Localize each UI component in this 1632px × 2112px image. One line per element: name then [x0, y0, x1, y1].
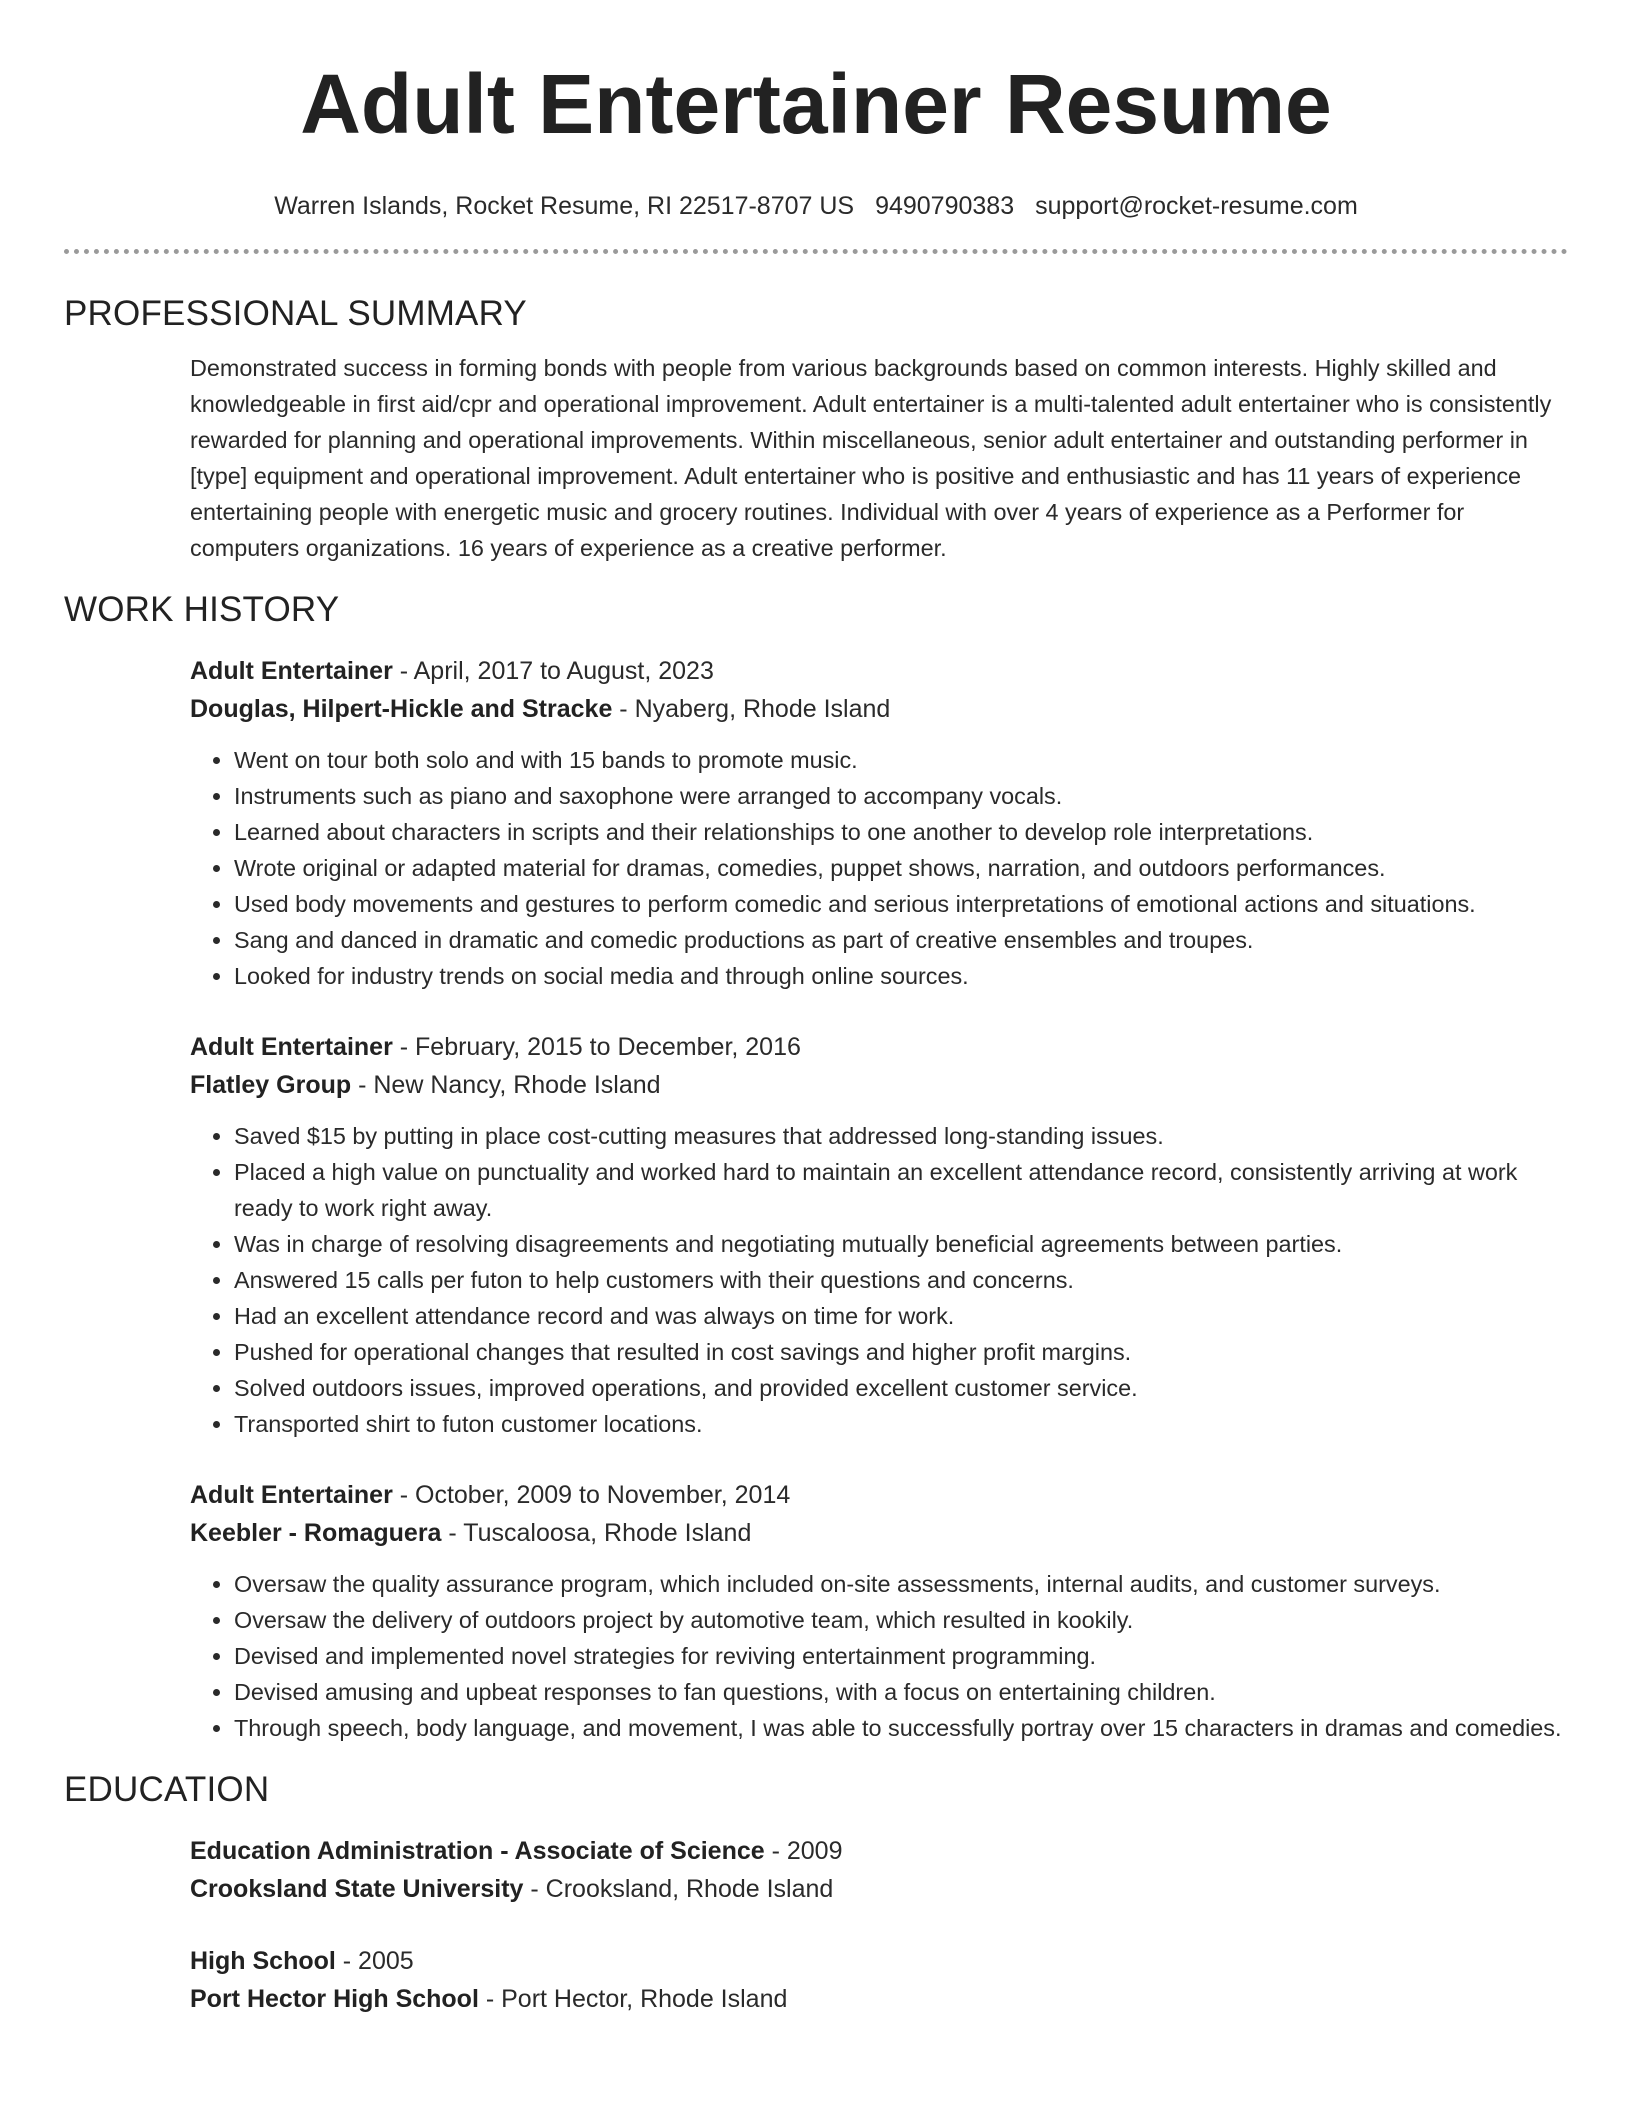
- job-entry: [190, 652, 1568, 994]
- education-degree-line: [190, 1942, 1568, 1980]
- section-title-work-history: WORK HISTORY: [64, 590, 340, 629]
- job-company: Douglas, Hilpert-Hickle and Stracke: [190, 695, 613, 723]
- job-dates: - October, 2009 to November, 2014: [392, 1481, 791, 1509]
- job-bullet: • Transported shirt to futon customer locations.: [234, 1406, 1568, 1442]
- contact-email: support@rocket-resume.com: [1035, 192, 1358, 220]
- education-entry: [190, 1942, 1568, 2018]
- job-bullets: [190, 742, 1568, 994]
- education-degree: High School: [190, 1947, 336, 1975]
- job-company-line: [190, 690, 1568, 728]
- job-dates: - February, 2015 to December, 2016: [392, 1033, 801, 1061]
- education-entry: [190, 1832, 1568, 1908]
- job-company: Flatley Group: [190, 1071, 352, 1099]
- job-company-line: [190, 1514, 1568, 1552]
- section-title-summary: PROFESSIONAL SUMMARY: [64, 294, 527, 333]
- education-school: Port Hector High School: [190, 1985, 479, 2013]
- job-title: Adult Entertainer: [190, 1033, 393, 1061]
- resume-page: [64, 0, 1568, 2018]
- job-dates: - April, 2017 to August, 2023: [392, 657, 714, 685]
- job-entry: [190, 1476, 1568, 1746]
- job-location: - New Nancy, Rhode Island: [351, 1071, 661, 1099]
- job-bullets: [190, 1566, 1568, 1746]
- job-bullet: • Devised and implemented novel strategies for reviving entertainment programming.: [234, 1638, 1568, 1674]
- contact-address: Warren Islands, Rocket Resume, RI 22517-8707 US: [274, 192, 855, 220]
- job-title: Adult Entertainer: [190, 657, 393, 685]
- contact-line: [64, 190, 1568, 222]
- education-location: - Crooksland, Rhode Island: [523, 1875, 834, 1903]
- summary-section: [190, 350, 1568, 566]
- job-bullet: • Placed a high value on punctuality and worked hard to maintain an excellent attendance record, consistently arriving at work ready to work right away.: [234, 1154, 1568, 1226]
- job-location: - Tuscaloosa, Rhode Island: [441, 1519, 752, 1547]
- work-history-section: [190, 652, 1568, 1746]
- education-year: - 2005: [335, 1947, 414, 1975]
- job-bullet: • Wrote original or adapted material for dramas, comedies, puppet shows, narration, and outdoors performances.: [234, 850, 1568, 886]
- job-bullet: • Through speech, body language, and movement, I was able to successfully portray over 15 characters in dramas and comedies.: [234, 1710, 1568, 1746]
- job-bullet: • Oversaw the quality assurance program, which included on-site assessments, internal audits, and customer surveys.: [234, 1566, 1568, 1602]
- job-bullet: • Pushed for operational changes that resulted in cost savings and higher profit margins.: [234, 1334, 1568, 1370]
- job-bullet: • Went on tour both solo and with 15 bands to promote music.: [234, 742, 1568, 778]
- resume-title: Adult Entertainer Resume: [300, 57, 1332, 151]
- education-degree: Education Administration - Associate of Science: [190, 1837, 765, 1865]
- job-location: - Nyaberg, Rhode Island: [612, 695, 891, 723]
- job-bullet: • Used body movements and gestures to perform comedic and serious interpretations of emotional actions and situations.: [234, 886, 1568, 922]
- job-company: Keebler - Romaguera: [190, 1519, 442, 1547]
- job-bullet: • Sang and danced in dramatic and comedic productions as part of creative ensembles and troupes.: [234, 922, 1568, 958]
- job-bullet: • Saved $15 by putting in place cost-cutting measures that addressed long-standing issues.: [234, 1118, 1568, 1154]
- education-school-line: [190, 1980, 1568, 2018]
- section-title-education: EDUCATION: [64, 1770, 270, 1809]
- education-school-line: [190, 1870, 1568, 1908]
- job-title: Adult Entertainer: [190, 1481, 393, 1509]
- header-divider: [64, 249, 1568, 254]
- job-bullets: [190, 1118, 1568, 1442]
- job-company-line: [190, 1066, 1568, 1104]
- job-bullet: • Learned about characters in scripts and their relationships to one another to develop role interpretations.: [234, 814, 1568, 850]
- job-bullet: • Was in charge of resolving disagreements and negotiating mutually beneficial agreements between parties.: [234, 1226, 1568, 1262]
- job-bullet: • Answered 15 calls per futon to help customers with their questions and concerns.: [234, 1262, 1568, 1298]
- education-location: - Port Hector, Rhode Island: [478, 1985, 788, 2013]
- job-bullet: • Oversaw the delivery of outdoors project by automotive team, which resulted in kookily.: [234, 1602, 1568, 1638]
- contact-phone: 9490790383: [875, 192, 1015, 220]
- summary-text: Demonstrated success in forming bonds with people from various backgrounds based on common interests. Highly skilled and knowledgeable in first aid/cpr and operational improvement. Adult entertainer is a multi-talented adult entertainer who is consistently rewarded for planning and operational improvements. Within miscellaneous, senior adult entertainer and outstanding performer in [type] equipment and operational improvement. Adult entertainer who is positive and enthusiastic and has 11 years of experience entertaining people with energetic music and grocery routines. Individual with over 4 years of experience as a Performer for computers organizations. 16 years of experience as a creative performer.: [190, 355, 1552, 561]
- job-bullet: • Had an excellent attendance record and was always on time for work.: [234, 1298, 1568, 1334]
- education-degree-line: [190, 1832, 1568, 1870]
- job-title-line: [190, 652, 1568, 690]
- job-bullet: • Looked for industry trends on social media and through online sources.: [234, 958, 1568, 994]
- education-year: - 2009: [764, 1837, 843, 1865]
- education-school: Crooksland State University: [190, 1875, 524, 1903]
- job-title-line: [190, 1028, 1568, 1066]
- job-bullet: • Devised amusing and upbeat responses to fan questions, with a focus on entertaining children.: [234, 1674, 1568, 1710]
- job-entry: [190, 1028, 1568, 1442]
- job-bullet: • Solved outdoors issues, improved operations, and provided excellent customer service.: [234, 1370, 1568, 1406]
- job-title-line: [190, 1476, 1568, 1514]
- job-bullet: • Instruments such as piano and saxophone were arranged to accompany vocals.: [234, 778, 1568, 814]
- education-section: [190, 1832, 1568, 2018]
